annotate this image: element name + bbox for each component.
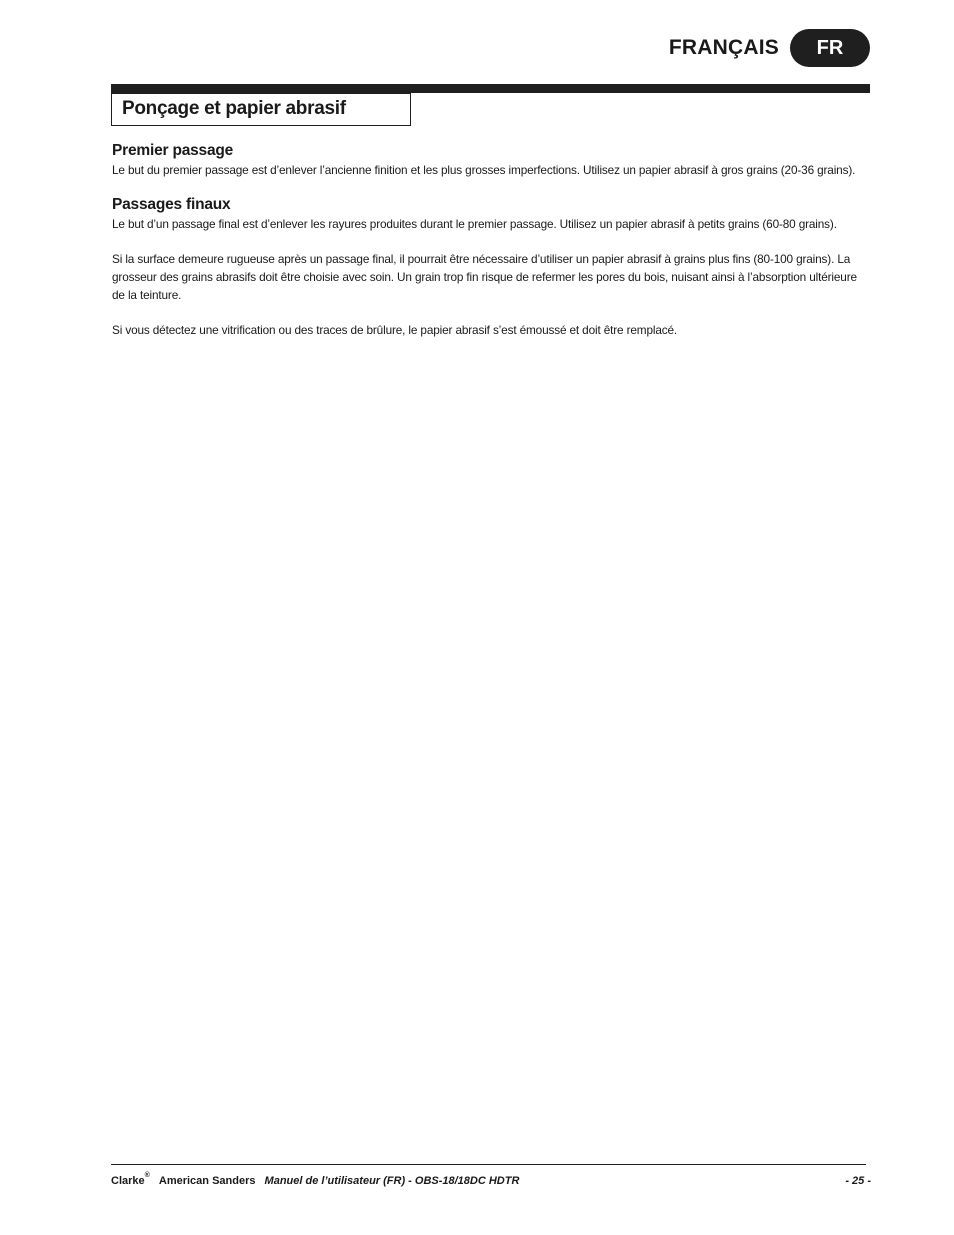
page-footer — [111, 1172, 871, 1192]
final-passes-text-1: Le but d’un passage final est d’enlever les rayures produites durant le premier passage. Utilisez un papier abrasif à petits grains (60-80 grains). — [112, 217, 837, 231]
final-passes-text-3: Si vous détectez une vitrification ou des traces de brûlure, le papier abrasif s’est émoussé et doit être remplacé. — [112, 323, 678, 337]
registered-mark: ® — [144, 1172, 150, 1179]
language-code-badge: FR — [790, 29, 870, 67]
footer-company: American Sanders — [158, 1175, 256, 1187]
document-body — [112, 141, 860, 339]
section-title-box — [111, 93, 411, 126]
section-title: Ponçage et papier abrasif — [122, 98, 346, 119]
footer-brand-name: Clarke — [111, 1175, 145, 1187]
final-passes-heading: Passages finaux — [112, 196, 231, 213]
first-pass-text: Le but du premier passage est d’enlever l’ancienne finition et les plus grosses imperfections. Utilisez un papier abrasif à gros grains (20-36 grains). — [112, 163, 856, 177]
language-header — [669, 29, 870, 67]
footer-manual-title: Manuel de l’utilisateur (FR) - OBS-18/18DC HDTR — [264, 1175, 520, 1187]
page-number: - 25 - — [845, 1175, 871, 1187]
section-header-bar — [111, 84, 870, 93]
language-label: FRANÇAIS — [668, 36, 779, 59]
footer-brand — [111, 1172, 520, 1187]
final-passes-text-2: Si la surface demeure rugueuse après un passage final, il pourrait être nécessaire d’utiliser un papier abrasif à grains plus fins (80-100 grains). La grosseur des grains abrasifs doit être choisie avec soin. Un grain trop fin risque de refermer les pores du bois, nuisant ainsi à l’absorption ultérieure de la teinture. — [112, 252, 857, 302]
footer-divider — [111, 1164, 866, 1165]
first-pass-heading: Premier passage — [112, 142, 234, 159]
